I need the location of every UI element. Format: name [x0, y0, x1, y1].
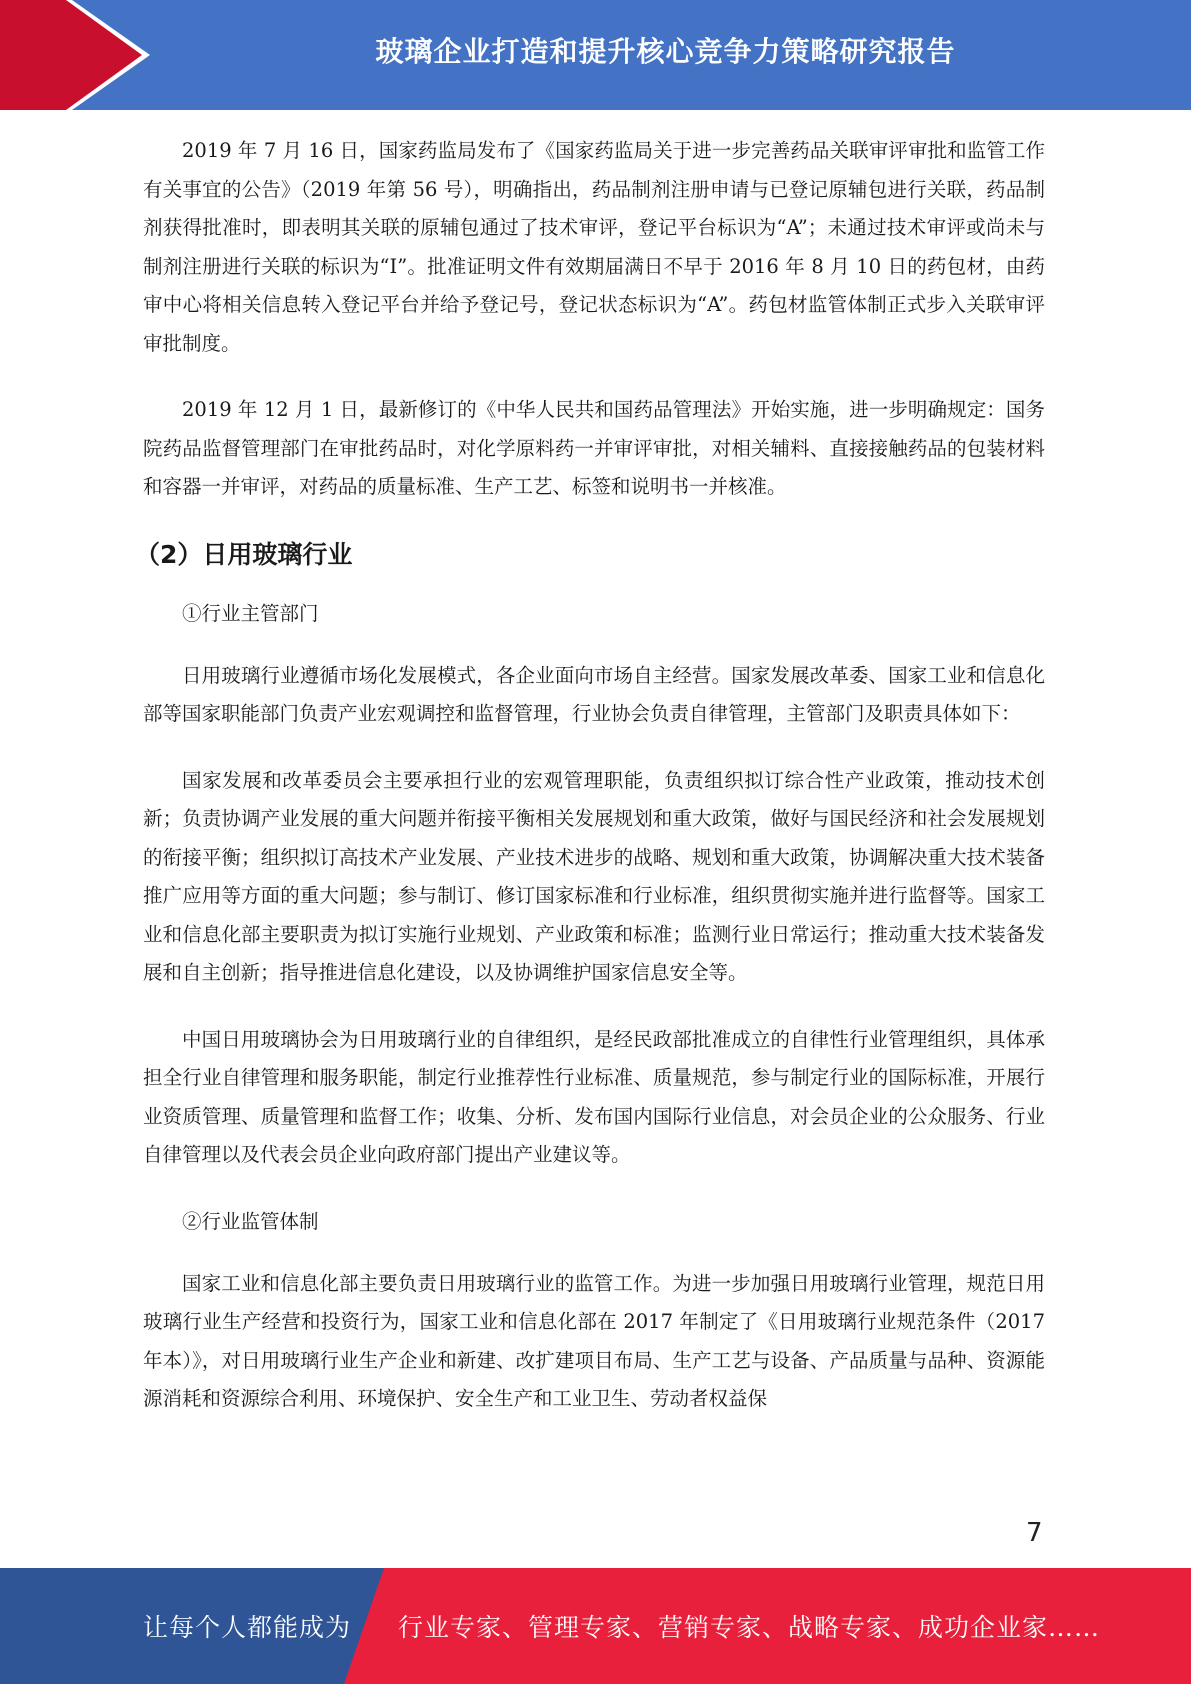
paragraph: 国家工业和信息化部主要负责日用玻璃行业的监管工作。为进一步加强日用玻璃行业管理，规范日用玻璃行业生产经营和投资行为，国家工业和信息化部在 2017 年制定了《日用玻璃行业规范条件（2017 年本）》，对日用玻璃行业生产企业和新建、改扩建项目布局、生产工艺与设备、产品质量与品种、资源能源消耗和资源综合利用、环境保护、安全生产和工业卫生、劳动者权益保 [143, 1271, 1045, 1410]
page-number: 7 [1026, 1518, 1043, 1548]
footer-slogan-right: 行业专家、管理专家、营销专家、战略专家、成功企业家…… [398, 1613, 1101, 1642]
paragraph: 日用玻璃行业遵循市场化发展模式，各企业面向市场自主经营。国家发展改革委、国家工业和信息化部等国家职能部门负责产业宏观调控和监督管理，行业协会负责自律管理，主管部门及职责具体如下： [143, 663, 1045, 725]
paragraph: 中国日用玻璃协会为日用玻璃行业的自律组织，是经民政部批准成立的自律性行业管理组织，具体承担全行业自律管理和服务职能，制定行业推荐性行业标准、质量规范，参与制定行业的国际标准，开展行业资质管理、质量管理和监督工作；收集、分析、发布国内国际行业信息，对会员企业的公众服务、行业自律管理以及代表会员企业向政府部门提出产业建议等。 [143, 1027, 1045, 1166]
footer-slogan-left: 让每个人都能成为 [143, 1613, 352, 1642]
subsection-heading: ①行业主管部门 [182, 601, 319, 625]
paragraph: 2019 年 7 月 16 日，国家药监局发布了《国家药监局关于进一步完善药品关联审评审批和监管工作有关事宜的公告》（2019 年第 56 号），明确指出，药品制剂注册申请与已登记原辅包进行关联，药品制剂获得批准时，即表明其关联的原辅包通过了技术审评，登记平台标识为“A”；未通过技术审评或尚未与制剂注册进行关联的标识为“I”。批准证明文件有效期届满日不早于 2016 年 8 月 10 日的药包材，由药审中心将相关信息转入登记平台并给予登记号，登记状态标识为“A”。药包材监管体制正式步入关联审评审批制度。 [143, 139, 1045, 355]
page-header [0, 0, 1191, 110]
paragraph: 国家发展和改革委员会主要承担行业的宏观管理职能，负责组织拟订综合性产业政策，推动技术创新；负责协调产业发展的重大问题并衔接平衡相关发展规划和重大政策，做好与国民经济和社会发展规划的衔接平衡；组织拟订高技术产业发展、产业技术进步的战略、规划和重大政策，协调解决重大技术装备推广应用等方面的重大问题；参与制订、修订国家标准和行业标准，组织贯彻实施并进行监督等。国家工业和信息化部主要职责为拟订实施行业规划、产业政策和标准；监测行业日常运行；推动重大技术装备发展和自主创新；指导推进信息化建设，以及协调维护国家信息安全等。 [143, 768, 1045, 984]
page-footer [0, 1568, 1191, 1684]
section-heading: （2）日用玻璃行业 [135, 539, 353, 569]
subsection-heading: ②行业监管体制 [182, 1209, 319, 1233]
page-body [135, 132, 1045, 1447]
report-title: 玻璃企业打造和提升核心竞争力策略研究报告 [375, 35, 956, 68]
paragraph: 2019 年 12 月 1 日，最新修订的《中华人民共和国药品管理法》开始实施，进一步明确规定：国务院药品监督管理部门在审批药品时，对化学原料药一并审评审批，对相关辅料、直接接触药品的包装材料和容器一并审评，对药品的质量标准、生产工艺、标签和说明书一并核准。 [143, 398, 1045, 498]
